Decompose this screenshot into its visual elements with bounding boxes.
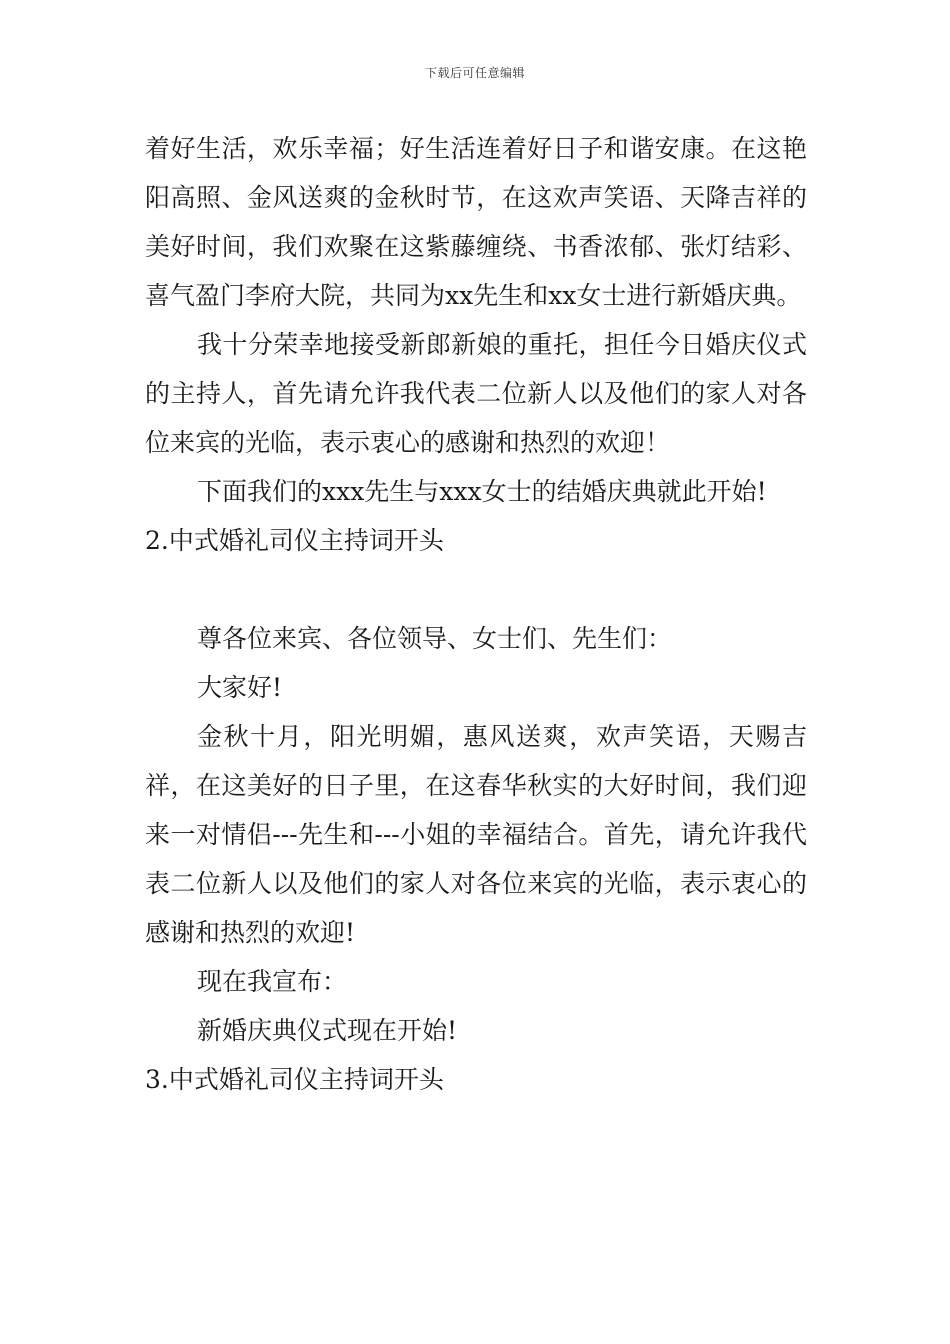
paragraph-opening-continued: 着好生活，欢乐幸福；好生活连着好日子和谐安康。在这艳阳高照、金风送爽的金秋时节，在这欢声笑语、天降吉祥的美好时间，我们欢聚在这紫藤缠绕、书香浓郁、张灯结彩、喜气盈门李府大院，共同为xx先生和xx女士进行新婚庆典。: [145, 134, 807, 310]
paragraph-autumn-welcome: 金秋十月，阳光明媚，惠风送爽，欢声笑语，天赐吉祥，在这美好的日子里，在这春华秋实的大好时间，我们迎来一对情侣---先生和---小姐的幸福结合。首先，请允许我代表二位新人以及他们的家人对各位来宾的光临，表示衷心的感谢和热烈的欢迎!: [145, 722, 807, 947]
paragraph-greeting: 大家好!: [197, 673, 283, 702]
paragraph-host-introduction: 我十分荣幸地接受新郎新娘的重托，担任今日婚庆仪式的主持人，首先请允许我代表二位新人以及他们的家人对各位来宾的光临，表示衷心的感谢和热烈的欢迎！: [145, 330, 807, 457]
section-heading-3: 3.中式婚礼司仪主持词开头: [145, 1065, 444, 1094]
paragraph-ceremony-begins: 新婚庆典仪式现在开始!: [197, 1016, 458, 1045]
paragraph-salutation: 尊各位来宾、各位领导、女士们、先生们：: [197, 624, 673, 653]
section-heading-2: 2.中式婚礼司仪主持词开头: [145, 526, 444, 555]
page-header-note: 下载后可任意编辑: [424, 66, 525, 80]
paragraph-announcement: 现在我宣布：: [197, 967, 348, 996]
blank-line: [145, 565, 807, 614]
document-body: [145, 124, 807, 1104]
paragraph-ceremony-start: 下面我们的xxx先生与xxx女士的结婚庆典就此开始!: [197, 477, 767, 506]
